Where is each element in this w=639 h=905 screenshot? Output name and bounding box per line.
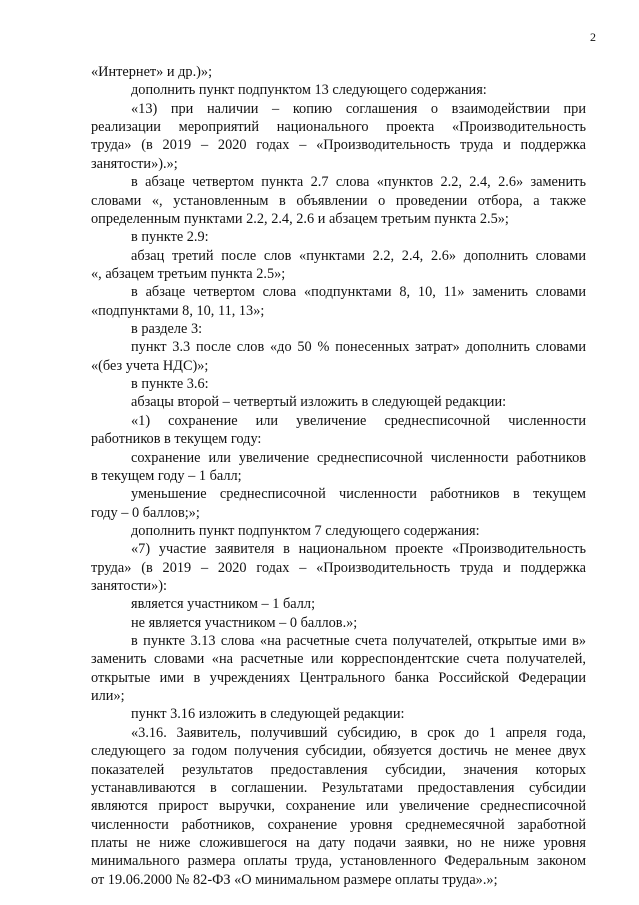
text-line: устанавливаются в соглашении. Результатами предоставления субсидии bbox=[91, 779, 586, 796]
text-line: году – 0 баллов;»; bbox=[91, 504, 200, 521]
text-line: пункт 3.3 после слов «до 50 % понесенных затрат» дополнить словами bbox=[131, 339, 586, 356]
text-line: «Интернет» и др.)»; bbox=[91, 64, 213, 80]
text-line: «(без учета НДС)»; bbox=[91, 357, 209, 374]
text-line: «1) сохранение или увеличение среднесписочной численности bbox=[131, 412, 586, 429]
text-line: занятости»): bbox=[91, 578, 167, 594]
text-line: не является участником – 0 баллов.»; bbox=[131, 614, 358, 631]
text-line: показателей результатов предоставления субсидии, значения которых bbox=[91, 761, 586, 778]
text-line: сохранение или увеличение среднесписочной численности работников bbox=[131, 449, 586, 466]
text-line: от 19.06.2000 № 82-ФЗ «О минимальном размере оплаты труда».»; bbox=[91, 871, 498, 888]
text-line: платы не ниже сложившегося на дату подачи заявки, но не ниже уровня bbox=[91, 834, 586, 851]
text-line: или»; bbox=[91, 688, 125, 705]
text-line: «7) участие заявителя в национальном проекте «Производительность bbox=[131, 541, 586, 558]
text-line: в абзаце четвертом пункта 2.7 слова «пунктов 2.2, 2.4, 2.6» заменить bbox=[131, 174, 586, 191]
text-line: являются прирост выручки, сохранение или увеличение среднесписочной bbox=[91, 798, 586, 815]
text-line: занятости»).»; bbox=[91, 155, 178, 172]
text-line: уменьшение среднесписочной численности работников в текущем bbox=[131, 486, 586, 503]
text-line: минимального размера оплаты труда, установленного Федеральным законом bbox=[91, 853, 586, 870]
text-line: определенным пунктами 2.2, 2.4, 2.6 и абзацем третьим пункта 2.5»; bbox=[91, 210, 509, 227]
text-line: труда» (в 2019 – 2020 годах – «Производительность труда и поддержка bbox=[91, 137, 586, 154]
text-line: численности работников, сохранение уровня среднемесячной заработной bbox=[91, 816, 586, 833]
text-line: словами «, установленным в объявлении о проведении отбора, а также bbox=[91, 192, 586, 209]
text-line: «, абзацем третьим пункта 2.5»; bbox=[91, 265, 286, 282]
text-line: работников в текущем году: bbox=[91, 431, 262, 448]
text-line: дополнить пункт подпунктом 7 следующего содержания: bbox=[131, 522, 480, 539]
text-line: реализации мероприятий национального проекта «Производительность bbox=[91, 119, 586, 136]
text-line: пункт 3.16 изложить в следующей редакции: bbox=[131, 706, 405, 723]
text-line: следующего за годом получения субсидии, обязуется достичь не менее двух bbox=[91, 743, 586, 760]
text-line: «подпунктами 8, 10, 11, 13»; bbox=[91, 302, 265, 319]
text-line: труда» (в 2019 – 2020 годах – «Производительность труда и поддержка bbox=[91, 559, 586, 576]
text-line: в пункте 3.6: bbox=[131, 376, 209, 392]
text-line: абзацы второй – четвертый изложить в следующей редакции: bbox=[131, 394, 507, 411]
text-line: заменить словами «на расчетные или корреспондентские счета получателей, bbox=[91, 651, 586, 668]
text-line: «13) при наличии – копию соглашения о взаимодействии при bbox=[131, 100, 586, 117]
text-line: «3.16. Заявитель, получивший субсидию, в срок до 1 апреля года, bbox=[131, 724, 586, 741]
text-line: в разделе 3: bbox=[131, 321, 203, 337]
text-line: в текущем году – 1 балл; bbox=[91, 467, 242, 484]
page-number: 2 bbox=[590, 30, 596, 44]
text-line: является участником – 1 балл; bbox=[131, 596, 316, 613]
text-line: в абзаце четвертом слова «подпунктами 8, 10, 11» заменить словами bbox=[131, 284, 586, 301]
text-line: открытые ими в учреждениях Центрального банка Российской Федерации bbox=[91, 669, 586, 686]
text-line: абзац третий после слов «пунктами 2.2, 2.4, 2.6» дополнить словами bbox=[131, 247, 586, 264]
text-line: в пункте 2.9: bbox=[131, 229, 209, 246]
text-line: в пункте 3.13 слова «на расчетные счета получателей, открытые ими в» bbox=[131, 633, 586, 649]
text-line: дополнить пункт подпунктом 13 следующего содержания: bbox=[131, 82, 487, 99]
